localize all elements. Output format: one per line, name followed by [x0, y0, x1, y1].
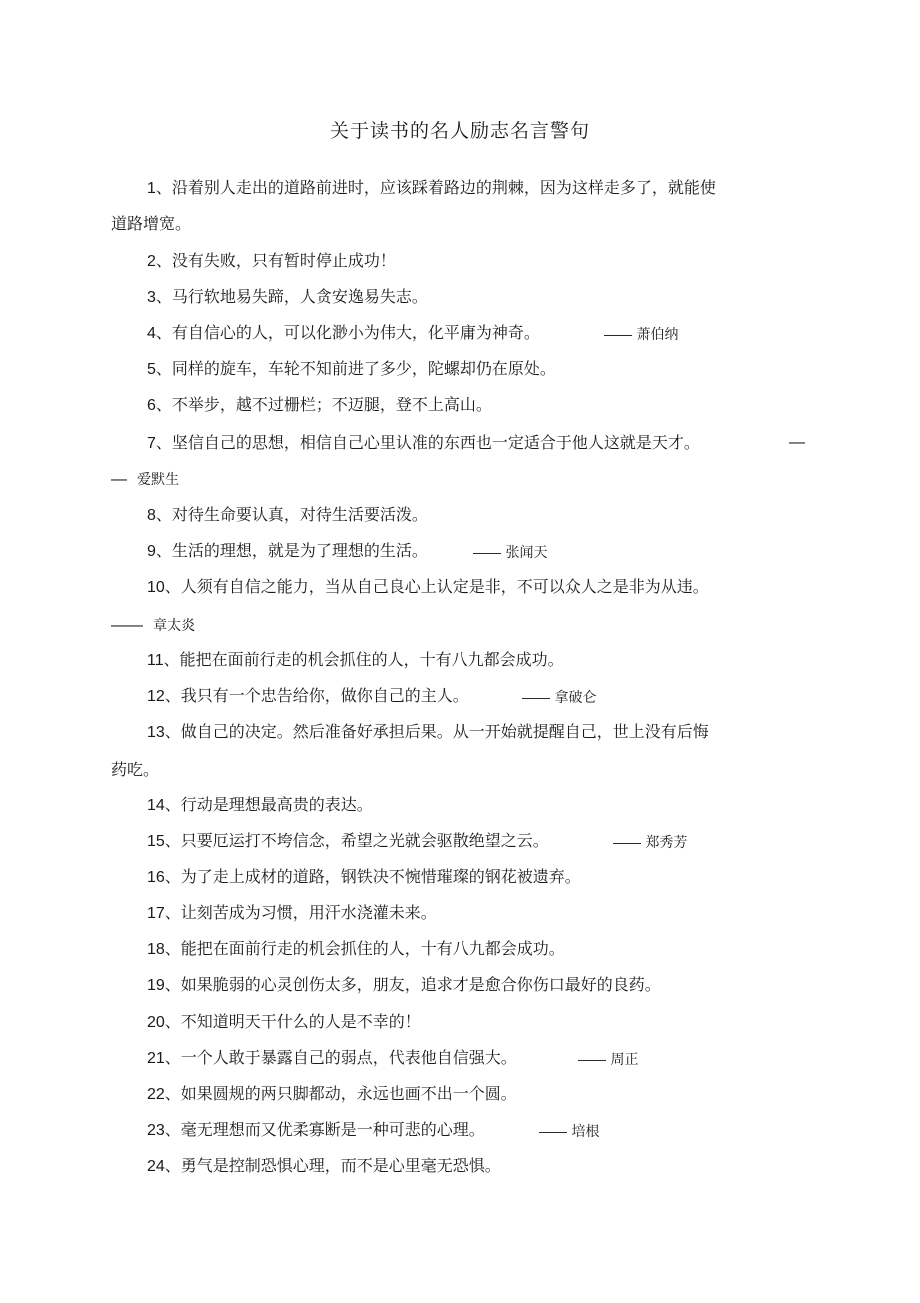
quote-item: [147, 359, 556, 380]
quote-text: 、没有失败，只有暂时停止成功！: [155, 251, 396, 270]
quote-number: 7: [147, 435, 156, 452]
quote-item: [147, 795, 373, 816]
quote-number: 20: [147, 1014, 165, 1031]
quote-attribution: —— 培根: [539, 1123, 600, 1140]
quote-text: 、不举步，越不过栅栏；不迈腿，登不上高山。: [155, 395, 492, 414]
quote-number: 10: [147, 579, 165, 596]
page-title: 关于读书的名人励志名言警句: [329, 120, 590, 142]
quote-item: [147, 433, 700, 454]
quote-text: 、能把在面前行走的机会抓住的人，十有八九都会成功。: [164, 939, 565, 958]
quote-number: 16: [147, 869, 165, 886]
quote-number: 17: [147, 905, 165, 922]
quote-number: 11: [147, 652, 164, 669]
quote-text: 、让刻苦成为习惯，用汗水浇灌未来。: [164, 903, 437, 922]
quote-author: 培根: [571, 1124, 600, 1140]
quote-text: 、我只有一个忠告给你，做你自己的主人。: [164, 686, 469, 705]
quote-number: 22: [147, 1086, 165, 1103]
quote-attribution: —— 周正: [578, 1051, 639, 1068]
quote-number: 4: [147, 325, 156, 342]
quote-number: 2: [147, 253, 156, 270]
quote-item: [147, 1012, 421, 1033]
quote-continuation: — 爱默生: [111, 471, 180, 488]
quote-number: 15: [147, 833, 165, 850]
quote-item: [147, 1120, 485, 1141]
quote-item: [147, 505, 428, 526]
quote-number: 1: [147, 180, 156, 197]
quote-text: 、有自信心的人，可以化渺小为伟大，化平庸为神奇。: [155, 323, 540, 342]
quote-item: [147, 1156, 501, 1177]
quote-item: [147, 287, 428, 308]
quote-continuation: 道路增宽。: [111, 214, 192, 233]
quote-item: [147, 903, 437, 924]
quote-text: 、能把在面前行走的机会抓住的人，十有八九都会成功。: [163, 650, 564, 669]
quote-author: 郑秀芳: [645, 835, 688, 851]
quote-text: 、一个人敢于暴露自己的弱点，代表他自信强大。: [164, 1048, 517, 1067]
quote-attribution: —— 拿破仑: [522, 689, 597, 706]
quote-number: 21: [147, 1050, 165, 1067]
quote-number: 6: [147, 397, 156, 414]
quote-author: 章太炎: [153, 618, 196, 634]
quote-continuation: 药吃。: [111, 760, 160, 779]
quote-number: 5: [147, 361, 156, 378]
quote-item: [147, 1048, 517, 1069]
quote-number: 24: [147, 1158, 165, 1175]
quote-number: 14: [147, 797, 165, 814]
quote-number: 19: [147, 977, 165, 994]
quote-number: 18: [147, 941, 165, 958]
quote-text: 、对待生命要认真，对待生活要活泼。: [155, 505, 428, 524]
quote-number: 12: [147, 688, 165, 705]
quote-author: 萧伯纳: [636, 327, 679, 343]
quote-continuation: —— 章太炎: [111, 617, 196, 634]
quote-text: 、同样的旋车，车轮不知前进了多少，陀螺却仍在原处。: [155, 359, 556, 378]
quote-item: [147, 395, 492, 416]
quote-item: [147, 577, 709, 598]
quote-text: 、人须有自信之能力，当从自己良心上认定是非，不可以众人之是非为从违。: [164, 577, 709, 596]
quote-author: 周正: [610, 1052, 639, 1068]
quote-attribution: —— 郑秀芳: [613, 834, 688, 851]
quote-item: [147, 178, 716, 199]
quote-author: 拿破仑: [554, 690, 597, 706]
quote-text: 、不知道明天干什么的人是不幸的！: [164, 1012, 421, 1031]
quote-text: 、做自己的决定。然后准备好承担后果。从一开始就提醒自己，世上没有后悔: [164, 722, 709, 741]
attribution-dash: —: [789, 434, 805, 451]
quote-author: 爱默生: [137, 472, 180, 488]
quote-item: [147, 1084, 517, 1105]
quote-item: [147, 650, 564, 671]
quote-text: 、如果脆弱的心灵创伤太多，朋友，追求才是愈合你伤口最好的良药。: [164, 975, 661, 994]
quote-item: [147, 323, 540, 344]
quote-number: 9: [147, 543, 156, 560]
quote-number: 3: [147, 289, 156, 306]
quote-author: 张闻天: [505, 545, 548, 561]
quote-item: [147, 686, 469, 707]
quote-text: 、马行软地易失蹄，人贪安逸易失志。: [155, 287, 428, 306]
quote-item: [147, 867, 581, 888]
quote-item: [147, 831, 549, 852]
quote-number: 8: [147, 507, 156, 524]
quote-item: [147, 939, 565, 960]
quote-attribution: —— 萧伯纳: [604, 326, 679, 343]
quote-text: 、如果圆规的两只脚都动，永远也画不出一个圆。: [164, 1084, 517, 1103]
quote-item: [147, 975, 661, 996]
quote-number: 23: [147, 1122, 165, 1139]
quote-item: [147, 722, 709, 743]
quote-item: [147, 541, 428, 562]
quote-text: 、毫无理想而又优柔寡断是一种可悲的心理。: [164, 1120, 485, 1139]
quote-text: 、只要厄运打不垮信念，希望之光就会驱散绝望之云。: [164, 831, 549, 850]
quote-text: 、坚信自己的思想，相信自己心里认准的东西也一定适合于他人这就是天才。: [155, 433, 700, 452]
quote-number: 13: [147, 724, 165, 741]
quote-text: 、沿着别人走出的道路前进时，应该踩着路边的荆棘，因为这样走多了，就能使: [155, 178, 716, 197]
quote-text: 、生活的理想，就是为了理想的生活。: [155, 541, 428, 560]
quote-text: 、行动是理想最高贵的表达。: [164, 795, 373, 814]
quote-text: 、勇气是控制恐惧心理，而不是心里毫无恐惧。: [164, 1156, 501, 1175]
quote-item: [147, 251, 396, 272]
quote-text: 、为了走上成材的道路，钢铁决不惋惜璀璨的钢花被遗弃。: [164, 867, 581, 886]
quote-attribution: —— 张闻天: [473, 544, 548, 561]
